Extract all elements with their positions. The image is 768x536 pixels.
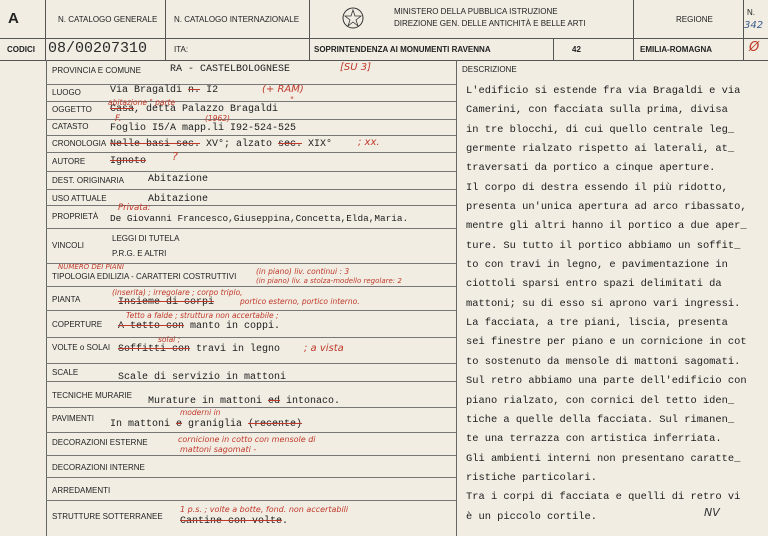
coperture-label: COPERTURE [52,320,103,329]
arredamenti-label: ARREDAMENTI [52,486,111,495]
ita-cell [166,38,310,60]
row-sep [46,337,456,338]
row-sep [46,407,456,408]
row-sep [46,477,456,478]
cronologia-text-a: XV°; alzato [200,139,279,150]
luogo-street: Via Bragaldi [110,85,183,96]
descrizione-line: te una terrazza con artistica inferriata. [466,433,722,446]
oggetto-struck: Casa [110,104,135,115]
pavimenti-label: PAVIMENTI [52,414,94,423]
descrizione-line: Gli ambienti interni non presentano caratte_ [466,452,741,465]
decor-est-note2: mattoni sagomati - [180,445,257,454]
signature: NV [704,506,720,519]
tecniche-label: TECNICHE MURARIE [52,391,133,400]
coperture-text: manto in coppi. [184,321,281,332]
descrizione-line: sei finestre per piano e un cornicione in cot [466,336,747,349]
row-sep [46,455,456,456]
codici-label-cell [0,38,46,60]
row-sep [46,205,456,206]
volte-value [118,344,280,355]
scale-value: Scale di servizio in mattoni [118,372,287,383]
proprieta-note: Privata: [118,203,151,213]
row-sep [46,152,456,153]
regione-value-cell [634,38,744,60]
luogo-note: (+ RAM) [262,84,304,95]
ministry-cell [310,0,634,38]
catasto-label: CATASTO [52,122,89,131]
left-margin-line [46,60,47,536]
card-letter: A [8,10,19,27]
strutture-value [180,516,288,527]
luogo-value [110,85,218,96]
descrizione-line: piano rialzato, con cornici del tetto iden_ [466,394,735,407]
decor-est-note: cornicione in cotto con mensole di [178,435,316,444]
strutture-text: . [282,516,289,527]
cronologia-text-b: XIX° [302,139,333,150]
descrizione-label: DESCRIZIONE [462,65,517,74]
descrizione-line: mattoni; su di esso si aprono vari ingressi. [466,297,741,310]
cronologia-note: ; xx. [358,137,380,148]
column-divider [456,60,457,536]
cronologia-struck-b: sec. [278,139,303,150]
pavimenti-text-b: graniglia [182,419,249,430]
row-sep [46,286,456,287]
tecniche-text2: intonaco. [280,396,341,407]
code-42: 42 [572,45,581,54]
coperture-value [118,321,280,332]
row-sep [46,228,456,229]
row-sep [46,171,456,172]
letter-cell [0,0,46,38]
proprieta-value: De Giovanni Francesco,Giuseppina,Concetta,Elda,Maria. [110,213,409,224]
descrizione-line: Camerini, con facciata sulla prima, divisa [466,104,728,117]
row-sep [46,500,456,501]
scale-label: SCALE [52,368,79,377]
regione-cell [634,0,744,38]
descrizione-line: Il corpo di destra essendo il più ridotto, [466,181,728,194]
autore-value: Ignoto [110,156,147,167]
oggetto-value [110,104,278,115]
cat-int-cell [166,0,310,38]
row-sep [46,119,456,120]
autore-label: AUTORE [52,157,86,166]
n-cell [744,0,768,38]
tipologia-note-r1: (in piano) liv. continui : 3 [256,267,350,276]
pianta-label: PIANTA [52,295,81,304]
regione-label: REGIONE [676,15,713,24]
coperture-note: Tetto a falde ; struttura non accertabile ; [126,311,279,320]
provincia-label: PROVINCIA E COMUNE [52,66,141,75]
codici-label: CODICI [7,45,35,54]
dest-orig-value: Abitazione [148,174,209,185]
descrizione-line: to sostenuto da mensole di mattoni sagomati. [466,355,741,368]
row-sep [46,432,456,433]
n-label: N. [747,8,755,17]
vincoli-label3: P.R.G. E ALTRI [112,249,167,258]
cat-gen-cell [46,0,166,38]
pavimenti-struck: e [176,419,183,430]
volte-struck: Soffitti con [118,344,191,355]
descrizione-line: ristiche particolari. [466,471,597,484]
luogo-label: LUOGO [52,88,81,97]
proprieta-label: PROPRIETÀ [52,212,99,221]
descrizione-line: La facciata, a tre piani, liscia, presenta [466,317,728,330]
pavimenti-note: moderni in [180,408,221,417]
slash-mark: Ø [749,40,760,55]
tipologia-label: TIPOLOGIA EDILIZIA - CARATTERI COSTRUTTIVI [52,272,237,281]
descrizione-line: ture. Su tutto il portico abbiamo un soffit_ [466,239,741,252]
dest-orig-label: DEST. ORIGINARIA [52,176,125,185]
ministry-line-1: MINISTERO DELLA PUBBLICA ISTRUZIONE [394,7,558,16]
coperture-struck: A tetto con [118,321,185,332]
row-sep [46,189,456,190]
volte-note2: ; a vista [304,343,344,354]
row-sep [46,363,456,364]
descrizione-line: in tre blocchi, di cui quello centrale leg_ [466,123,735,136]
ita-label: ITA: [174,45,189,54]
tecniche-struck: ed [268,396,281,407]
strutture-label: STRUTTURE SOTTERRANEE [52,512,163,521]
cronologia-label: CRONOLOGIA [52,139,107,148]
cronologia-struck-a: Nelle basi sec. [110,139,201,150]
decor-est-label: DECORAZIONI ESTERNE [52,438,148,447]
descrizione-line: presenta un'unica apertura ad arco ribassato, [466,201,747,214]
cat-int-label: N. CATALOGO INTERNAZIONALE [174,15,300,24]
descrizione-line: traversati da portico a cinque aperture. [466,162,716,175]
strutture-struck: Cantine con volte [180,516,283,527]
autore-note: ? [172,150,178,163]
pavimenti-value [110,419,302,430]
oggetto-text: , detta Palazzo Bragaldi [134,104,279,115]
codice-cell [46,38,166,60]
pavimenti-struck2: (recente) [248,419,303,430]
luogo-struck: n. [188,85,201,96]
vincoli-label: VINCOLI [52,241,85,250]
cat-gen-label: N. CATALOGO GENERALE [58,15,158,24]
soprintendenza-value: SOPRINTENDENZA AI MONUMENTI RAVENNA [314,45,491,54]
volte-label: VOLTE o SOLAI [52,343,111,352]
oggetto-label: OGGETTO [52,105,92,114]
pianta-note2: portico esterno, portico interno. [240,297,360,306]
volte-text: travi in legno [190,344,281,355]
tipologia-note-r2: (in piano) liv. a stolza-modello regolare: 2 [256,277,402,285]
row-sep [46,84,456,85]
oggetto-note: abitazione " parte [108,98,176,107]
descrizione-line: L'edificio si estende fra via Bragaldi e via [466,85,741,97]
uso-attuale-label: USO ATTUALE [52,194,107,203]
pianta-struck: Insieme di corpi [118,297,215,308]
catasto-note: F. [115,114,122,124]
descrizione-line: ciottoli sparsi entro spazi delimitati da [466,278,722,291]
codice-value: 08/00207310 [48,40,148,57]
decor-int-label: DECORAZIONI INTERNE [52,463,145,472]
oggetto-note2: " [290,96,294,106]
code-42-cell [554,38,634,60]
descrizione-line: Sul retro abbiamo una parte dell'edificio con [466,375,747,388]
descrizione-line: to con travi in legno, e pavimentazione in [466,259,728,272]
emblem-icon [342,7,364,29]
descrizione-line: mentre gli altri hanno il portico a due aper_ [466,220,747,233]
strutture-note: 1 p.s. ; volte a botte, fond. non accertabili [180,505,349,514]
catasto-note2: (1962) [205,114,230,123]
vincoli-label2: LEGGI DI TUTELA [112,234,180,243]
tipologia-note-top: NUMERO DEI PIANI [58,263,124,271]
tecniche-text: Murature in mattoni [148,396,269,407]
provincia-value: RA - CASTELBOLOGNESE [170,64,291,75]
luogo-number: I2 [206,85,219,96]
descrizione-line: tiche a quelle della facciata. Sul rimanen_ [466,413,735,426]
tecniche-value [148,396,340,407]
regione-value: EMILIA-ROMAGNA [640,45,712,54]
descrizione-text [466,82,756,527]
cronologia-value [110,139,332,150]
catasto-value: Foglio I5/A mapp.li I92-524-525 [110,123,297,134]
n-value: 342 [744,20,764,31]
descrizione-line: è un piccolo cortile. [466,510,597,523]
pavimenti-text-a: In mattoni [110,419,177,430]
soprintendenza-cell [310,38,554,60]
uso-attuale-value: Abitazione [148,194,209,205]
volte-note: solai ; [158,335,181,344]
provincia-note: [SU 3] [340,62,372,73]
descrizione-line: germente rialzato rispetto ai laterali, at_ [466,143,735,156]
descrizione-line: Tra i corpi di facciata e quelli di retro vi [466,491,741,504]
row-sep [46,135,456,136]
pianta-note: (inserita) ; irregolare ; corpo triplo, [112,288,243,297]
ministry-line-2: DIREZIONE GEN. DELLE ANTICHITÀ E BELLE ARTI [394,19,586,28]
